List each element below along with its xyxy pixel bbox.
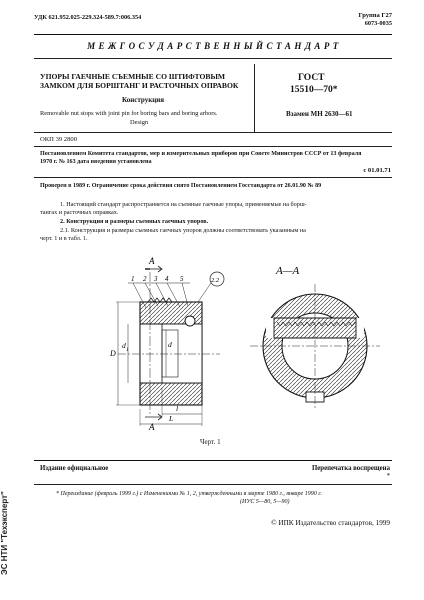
- paragraph-1-line2: тангах и расточных оправках.: [40, 209, 119, 216]
- paragraph-1-line1: 1. Настоящий стандарт распространяется на съемные гаечные упоры, применяемые на борш-: [60, 201, 307, 208]
- resolution-rule: [34, 177, 392, 178]
- resolution-line1: Постановлением Комитета стандартов, мер и измерительных приборов при Совете Министров СССР от 13 февраля: [40, 151, 362, 157]
- paragraph-21-line2: черт. 1 и в табл. 1.: [40, 235, 88, 242]
- part-number-3: 3: [154, 275, 158, 283]
- dim-l-label: l: [176, 404, 179, 413]
- section-label-top: А: [149, 256, 155, 266]
- copyright-notice: © ИПК Издательство стандартов, 1999: [271, 519, 390, 527]
- udk-code: УДК 621.952.025-229.324-589.7:006.354: [34, 14, 142, 21]
- official-edition: Издание официальное: [40, 465, 109, 472]
- effective-date: с 01.01.71: [363, 167, 391, 174]
- title-ru-line1: УПОРЫ ГАЕЧНЫЕ СЪЕМНЫЕ СО ШТИФТОВЫМ: [40, 72, 226, 81]
- footer-mid-rule: [34, 484, 392, 485]
- replaces-note: Взамен МН 2630—61: [286, 110, 353, 118]
- title-bottom-rule: [34, 132, 392, 133]
- section-mark-top: [145, 256, 162, 272]
- section-mark-bottom: [145, 414, 162, 432]
- top-rule: [34, 34, 392, 35]
- reprint-note-line2: (ИУС 5—80, 5—90): [240, 499, 290, 505]
- checked-note: Проверен в 1989 г. Ограничение срока действия снято Постановлением Госстандарта от 26.01.90 № 89: [40, 183, 322, 189]
- dim-d1-subscript: 1: [126, 348, 129, 353]
- dim-d1-label: d: [122, 341, 126, 350]
- reprint-note-line1: * Переиздание (февраль 1999 г.) с Изменениями № 1, 2, утвержденными в марте 1980 г., январе 1990 г.: [56, 491, 322, 497]
- footer-star: *: [386, 473, 390, 480]
- paragraph-21-line1: 2.1. Конструкция и размеры съемных гаечных упоров должны соответствовать указанным на: [60, 227, 306, 234]
- reprint-prohibited: Перепечатка воспрещена: [312, 465, 390, 472]
- title-en-line1: Removable nut stops with joint pin for boring bars and boring arbors.: [40, 110, 218, 117]
- figure-caption: Черт. 1: [200, 438, 221, 446]
- title-ru-line2: ЗАМКОМ ДЛЯ БОРШТАНГ И РАСТОЧНЫХ ОПРАВОК: [40, 81, 239, 90]
- part-number-1: 1: [131, 275, 135, 283]
- resolution-line2: 1970 г. № 163 дата введения установлена: [40, 159, 152, 165]
- banner-rule: [34, 58, 392, 59]
- section-a-a-title: А—А: [276, 265, 300, 277]
- drawing-figure-1: [80, 250, 380, 435]
- title-divider: [254, 64, 255, 132]
- part-number-2: 2: [143, 275, 147, 283]
- group-code: Группа Г27: [358, 12, 392, 19]
- part-number-4: 4: [165, 275, 169, 283]
- dim-L-label: L: [169, 414, 174, 423]
- product-code: 6073-0035: [364, 20, 392, 27]
- section-label-bottom: А: [149, 422, 155, 432]
- title-en-line2: Design: [130, 119, 149, 126]
- side-watermark: ЭС НТИ "Техэксперт": [0, 491, 9, 575]
- title-subtitle: Конструкция: [122, 96, 165, 104]
- detail-callout-label: 2.2: [211, 277, 220, 284]
- dim-d-label: d: [168, 340, 172, 349]
- section-a-a-view: [250, 265, 380, 410]
- okp-rule: [34, 146, 392, 147]
- standard-banner: М Е Ж Г О С У Д А Р С Т В Е Н Н Ы Й С Т А Н Д А Р Т: [87, 41, 339, 51]
- okp-code: ОКП 39 2800: [40, 136, 77, 143]
- footer-top-rule: [34, 460, 392, 461]
- dim-D-label: D: [110, 349, 116, 358]
- gost-label: ГОСТ: [298, 73, 325, 83]
- gost-number: 15510—70*: [290, 85, 338, 95]
- paragraph-2-heading: 2. Конструкция и размеры съемных гаечных упоров.: [60, 218, 209, 225]
- part-number-5: 5: [180, 275, 184, 283]
- joint-pin: [185, 316, 195, 326]
